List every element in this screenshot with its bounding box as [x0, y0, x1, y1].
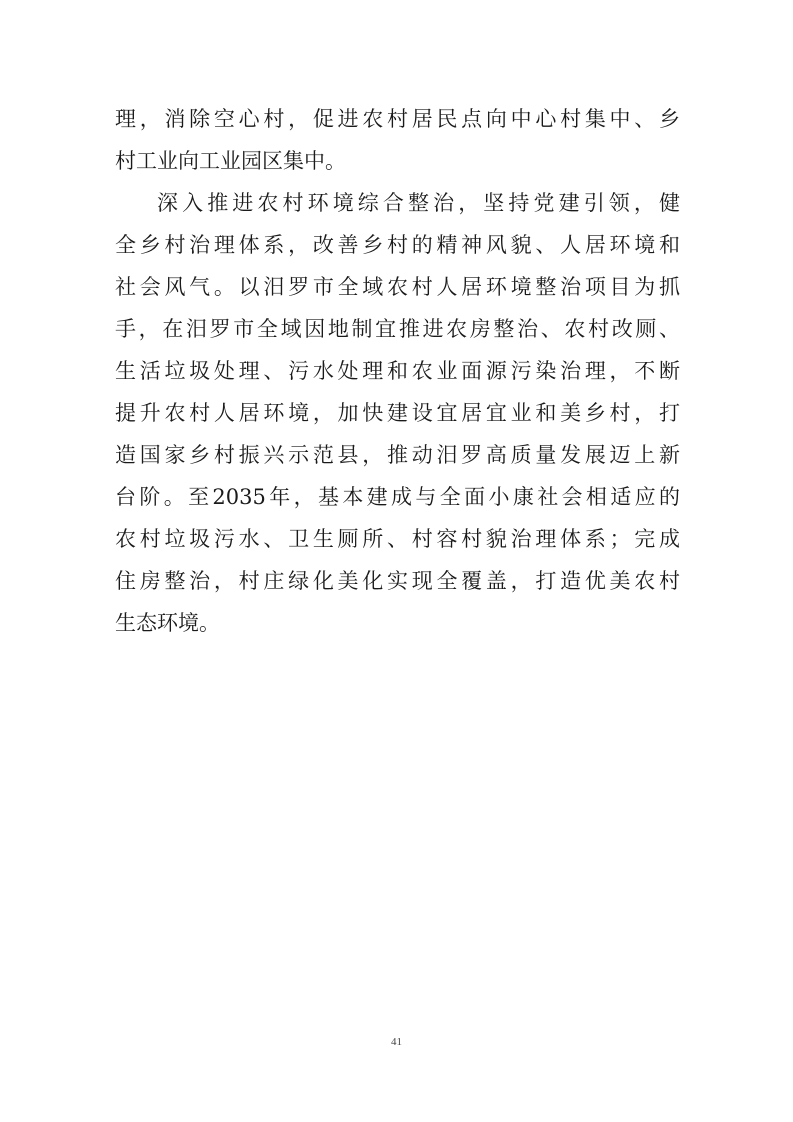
text-line: 提升农村人居环境，加快建设宜居宜业和美乡村，打	[115, 401, 680, 425]
text-line: 生活垃圾处理、污水处理和农业面源污染治理，不断	[115, 359, 680, 383]
text-line: 生态环境。	[115, 611, 220, 635]
body-text	[115, 98, 680, 644]
paragraph	[115, 182, 680, 644]
text-line: 村工业向工业园区集中。	[115, 149, 346, 173]
page-number: 41	[391, 1036, 402, 1048]
text-line: 全乡村治理体系，改善乡村的精神风貌、人居环境和	[115, 233, 680, 257]
text-line: 理，消除空心村，促进农村居民点向中心村集中、乡	[115, 107, 680, 131]
text-line: 农村垃圾污水、卫生厕所、村容村貌治理体系；完成	[115, 527, 680, 551]
text-line: 造国家乡村振兴示范县，推动汨罗高质量发展迈上新	[115, 443, 680, 467]
text-line: 住房整治，村庄绿化美化实现全覆盖，打造优美农村	[115, 569, 680, 593]
text-line: 台阶。至2035年，基本建成与全面小康社会相适应的	[115, 485, 680, 509]
text-line: 深入推进农村环境综合整治，坚持党建引领，健	[157, 191, 680, 215]
paragraph	[115, 98, 680, 182]
text-line: 手，在汨罗市全域因地制宜推进农房整治、农村改厕、	[115, 317, 680, 341]
text-line: 社会风气。以汨罗市全域农村人居环境整治项目为抓	[115, 275, 680, 299]
